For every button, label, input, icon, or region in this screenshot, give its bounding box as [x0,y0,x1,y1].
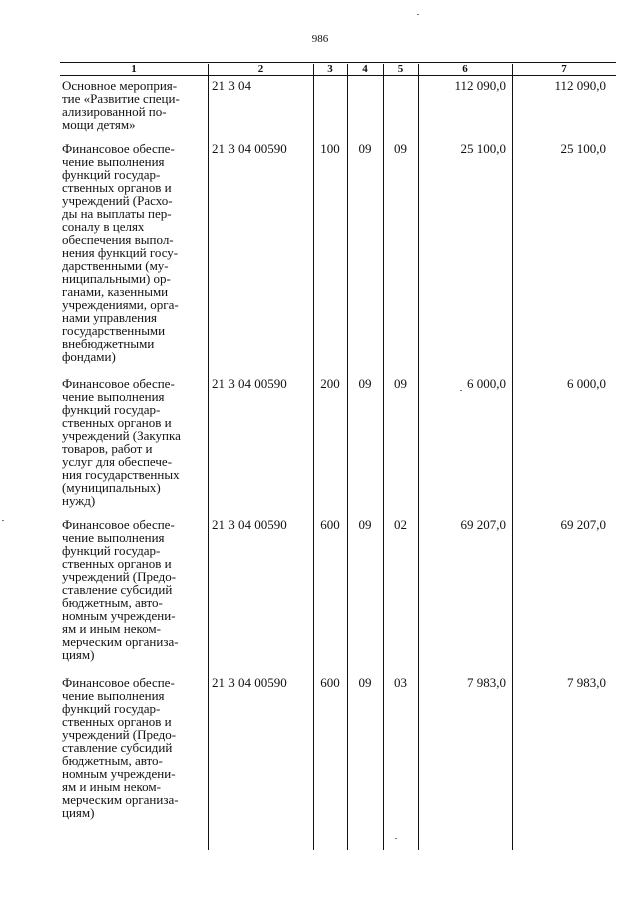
column-header-5: 5 [397,63,404,75]
row-amount-col7: 112 090,0 [554,78,606,93]
column-header-2: 2 [257,63,264,75]
row-code: 21 3 04 [212,78,251,93]
row-col3: 200 [320,376,340,391]
row-amount-col6: 112 090,0 [454,78,506,93]
page-number: 986 [311,33,329,45]
column-separator [313,64,314,850]
row-amount-col7: 7 983,0 [567,675,606,690]
row-col4: 09 [358,376,372,391]
column-separator [512,64,513,850]
row-col4: 09 [358,141,372,156]
row-col5: 09 [394,376,407,391]
row-code: 21 3 04 00590 [212,376,287,391]
row-amount-col6: 69 207,0 [460,517,506,532]
row-col4: 09 [358,517,372,532]
row-amount-col6: 25 100,0 [460,141,506,156]
row-name: Основное мероприя- тие «Развитие специ- ализированной по- мощи детям» [62,78,180,132]
row-col3: 100 [320,141,340,156]
scan-speck [417,14,419,15]
column-separator [208,64,209,850]
row-amount-col6: 6 000,0 [467,376,506,391]
scan-speck [2,520,4,521]
row-code: 21 3 04 00590 [212,675,287,690]
scan-speck [395,838,397,839]
row-amount-col7: 25 100,0 [560,141,606,156]
column-separator [347,64,348,850]
row-amount-col7: 69 207,0 [560,517,606,532]
row-amount-col6: 7 983,0 [467,675,506,690]
column-header-4: 4 [362,63,368,75]
row-col5: 02 [394,517,407,532]
scan-speck [460,390,462,391]
row-name: Финансовое обеспе- чение выполнения функций государ- ственных органов и учреждений (Расхо- ды на выплаты пер- соналу в целях обеспечения выпол- нения функций госу- дарственными (му- ниципальными) ор- ганами, казенными учреждениями, орга- нами управления государственными внебюджетными фондами) [62,141,179,364]
column-header-1: 1 [131,63,137,75]
row-code: 21 3 04 00590 [212,141,287,156]
row-col5: 09 [394,141,407,156]
column-header-7: 7 [561,63,567,75]
row-col3: 600 [320,675,340,690]
column-header-3: 3 [327,63,333,75]
column-header-6: 6 [462,63,468,75]
row-code: 21 3 04 00590 [212,517,287,532]
row-col4: 09 [358,675,372,690]
row-col3: 600 [320,517,340,532]
row-name: Финансовое обеспе- чение выполнения функций государ- ственных органов и учреждений (Предо- ставление субсидий бюджетным, авто- номным учреждени- ям и иным неком- мерческим организа- циям) [62,517,179,662]
column-separator [383,64,384,850]
row-name: Финансовое обеспе- чение выполнения функций государ- ственных органов и учреждений (Закупка товаров, работ и услуг для обеспече- ния государственных (муниципальных) нужд) [62,376,181,508]
column-separator [418,64,419,850]
row-name: Финансовое обеспе- чение выполнения функций государ- ственных органов и учреждений (Предо- ставление субсидий бюджетным, авто- номным учреждени- ям и иным неком- мерческим организа- циям) [62,675,179,820]
row-amount-col7: 6 000,0 [567,376,606,391]
row-col5: 03 [394,675,407,690]
